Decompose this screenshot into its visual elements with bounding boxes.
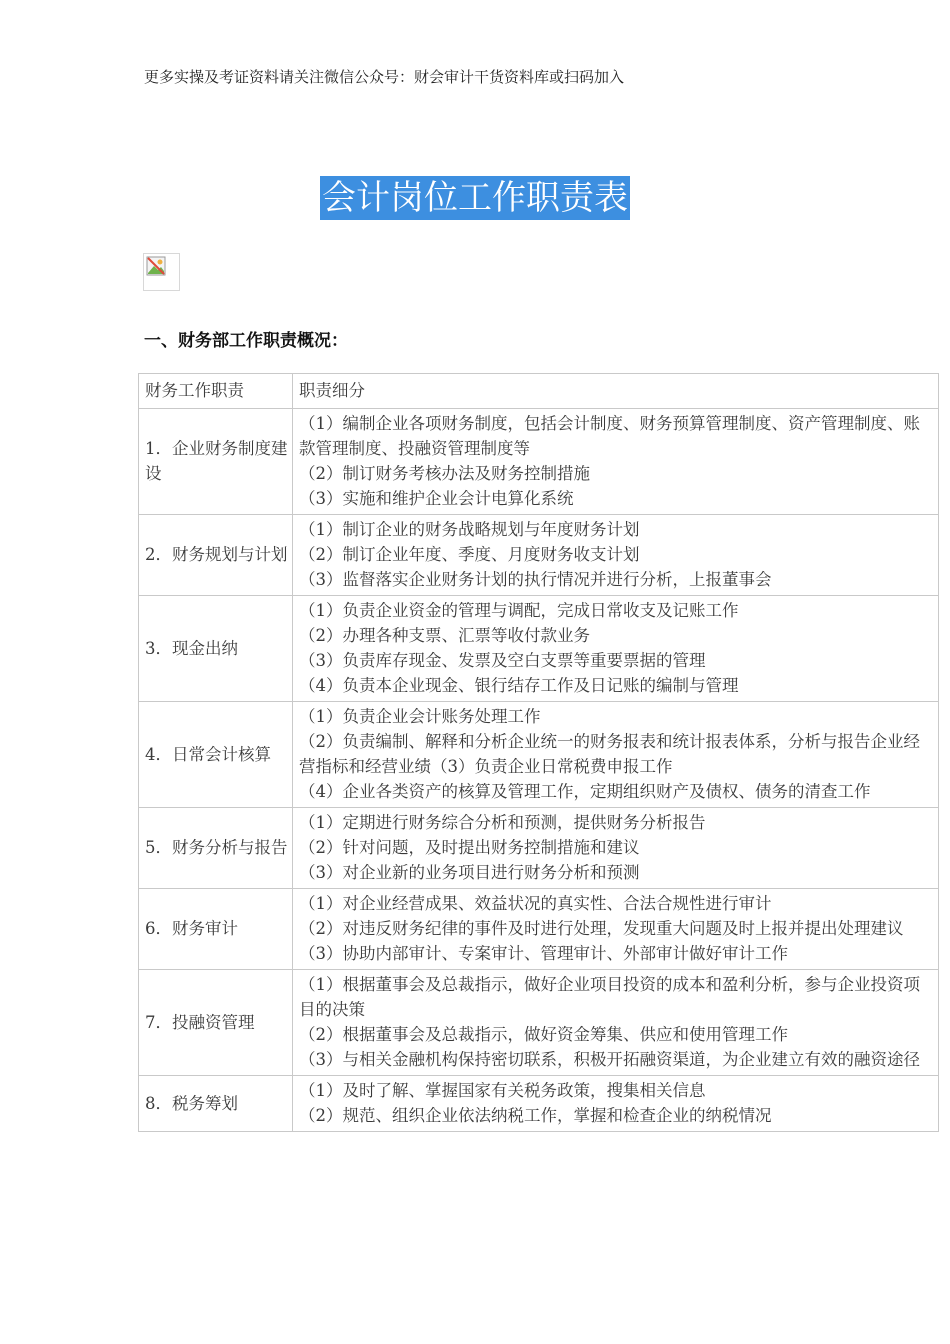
details-cell [293,970,939,1076]
duty-cell: 8．税务筹划 [139,1076,293,1132]
details-cell [293,409,939,515]
table-header-duty: 财务工作职责 [139,374,293,409]
table-row [139,889,939,970]
table-row [139,515,939,596]
table-header-row [139,374,939,409]
detail-line: （1）制订企业的财务战略规划与年度财务计划 [299,520,640,539]
detail-line: （2）根据董事会及总裁指示，做好资金筹集、供应和使用管理工作 [299,1025,788,1044]
detail-line: （1）负责企业资金的管理与调配，完成日常收支及记账工作 [299,601,739,620]
detail-line: （3）监督落实企业财务计划的执行情况并进行分析，上报董事会 [299,570,772,589]
detail-line: （3）实施和维护企业会计电算化系统 [299,489,574,508]
detail-line: （3）负责库存现金、发票及空白支票等重要票据的管理 [299,651,706,670]
section-heading: 一、财务部工作职责概况： [144,331,348,351]
detail-line: （4）企业各类资产的核算及管理工作，定期组织财产及债权、债务的清查工作 [299,782,871,801]
detail-line: （3）对企业新的业务项目进行财务分析和预测 [299,863,640,882]
duty-cell: 4．日常会计核算 [139,702,293,808]
detail-line: （2）负责编制、解释和分析企业统一的财务报表和统计报表体系，分析与报告企业经营指标和经营业绩（3）负责企业日常税费申报工作 [299,732,920,776]
details-cell [293,808,939,889]
detail-line: （1）编制企业各项财务制度，包括会计制度、财务预算管理制度、资产管理制度、账款管理制度、投融资管理制度等 [299,414,920,458]
detail-line: （2）针对问题，及时提出财务控制措施和建议 [299,838,640,857]
duty-cell: 6．财务审计 [139,889,293,970]
duty-cell: 3．现金出纳 [139,596,293,702]
document-title: 会计岗位工作职责表 [322,178,628,218]
detail-line: （2）规范、组织企业依法纳税工作，掌握和检查企业的纳税情况 [299,1106,772,1125]
detail-line: （2）制订财务考核办法及财务控制措施 [299,464,590,483]
document-title-wrapper [0,176,950,220]
detail-line: （1）对企业经营成果、效益状况的真实性、合法合规性进行审计 [299,894,772,913]
detail-line: （3）与相关金融机构保持密切联系，积极开拓融资渠道，为企业建立有效的融资途径 [299,1050,920,1069]
detail-line: （1）定期进行财务综合分析和预测，提供财务分析报告 [299,813,706,832]
duty-cell: 5．财务分析与报告 [139,808,293,889]
details-cell [293,1076,939,1132]
detail-line: （1）及时了解、掌握国家有关税务政策，搜集相关信息 [299,1081,706,1100]
details-cell [293,515,939,596]
details-cell [293,889,939,970]
duty-cell: 2．财务规划与计划 [139,515,293,596]
detail-line: （2）对违反财务纪律的事件及时进行处理，发现重大问题及时上报并提出处理建议 [299,919,904,938]
duty-cell: 1．企业财务制度建设 [139,409,293,515]
detail-line: （2）办理各种支票、汇票等收付款业务 [299,626,590,645]
duty-table [138,373,939,1132]
details-cell [293,702,939,808]
detail-line: （1）负责企业会计账务处理工作 [299,707,541,726]
table-row [139,1076,939,1132]
duty-cell: 7．投融资管理 [139,970,293,1076]
table-row [139,808,939,889]
header-note: 更多实操及考证资料请关注微信公众号：财会审计干货资料库或扫码加入 [144,68,625,86]
table-row [139,970,939,1076]
detail-line: （2）制订企业年度、季度、月度财务收支计划 [299,545,640,564]
table-header-details: 职责细分 [293,374,939,409]
table-row [139,409,939,515]
detail-line: （4）负责本企业现金、银行结存工作及日记账的编制与管理 [299,676,739,695]
detail-line: （1）根据董事会及总裁指示，做好企业项目投资的成本和盈利分析，参与企业投资项目的决策 [299,975,920,1019]
table-row [139,596,939,702]
table-row [139,702,939,808]
broken-image-icon [143,253,180,291]
detail-line: （3）协助内部审计、专案审计、管理审计、外部审计做好审计工作 [299,944,788,963]
details-cell [293,596,939,702]
